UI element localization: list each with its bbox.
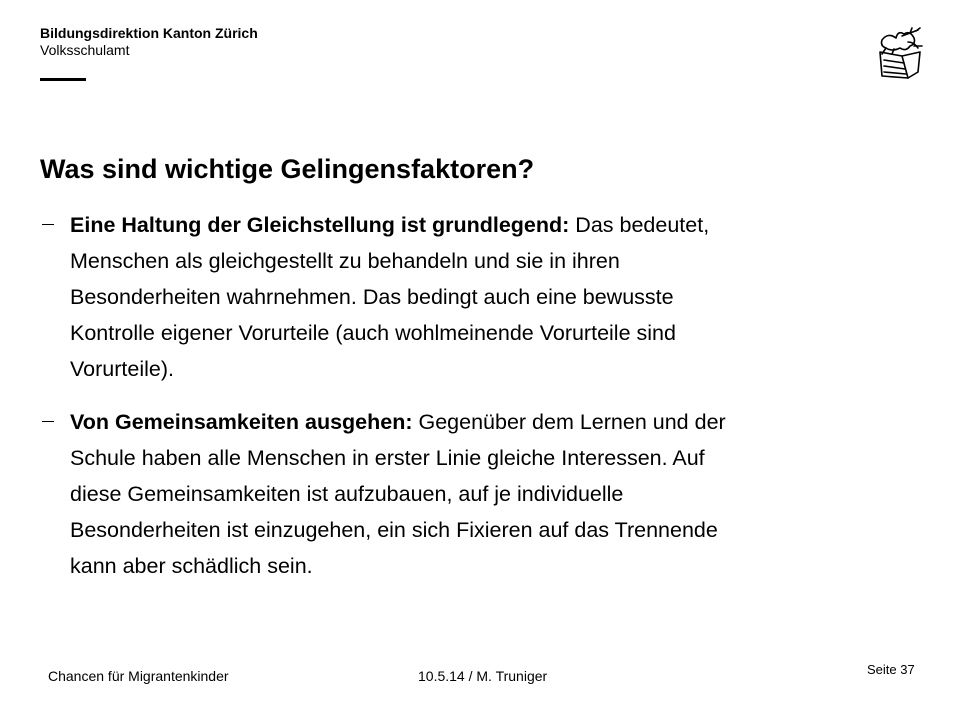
slide-title: Was sind wichtige Gelingensfaktoren? <box>40 154 535 184</box>
bullet-line: diese Gemeinsamkeiten ist aufzubauen, auf je individuelle <box>70 482 624 506</box>
footer-presentation-title: Chancen für Migrantenkinder <box>48 668 229 684</box>
page-number: Seite 37 <box>867 662 915 677</box>
organization-unit: Volksschulamt <box>40 42 130 58</box>
header-divider <box>40 78 86 81</box>
bullet-line: Schule haben alle Menschen in erster Linie gleiche Interessen. Auf <box>70 446 705 470</box>
bullet-text: Das bedeutet, <box>569 213 710 237</box>
footer-date-author: 10.5.14 / M. Truniger <box>418 668 548 684</box>
bullet-dash <box>42 224 54 225</box>
bullet-line: Menschen als gleichgestellt zu behandeln und sie in ihren <box>70 249 620 273</box>
bullet-line <box>70 207 709 243</box>
bullet-line: Vorurteile). <box>70 357 174 381</box>
bullet-lead: Von Gemeinsamkeiten ausgehen: <box>70 410 413 434</box>
bullet-lead: Eine Haltung der Gleichstellung ist grundlegend: <box>70 213 570 237</box>
organization-name: Bildungsdirektion Kanton Zürich <box>40 25 258 41</box>
bullet-line: Besonderheiten ist einzugehen, ein sich Fixieren auf das Trennende <box>70 518 718 542</box>
bullet-line <box>70 404 726 440</box>
zurich-lion-coat-of-arms-icon <box>872 26 928 82</box>
bullet-dash <box>42 421 54 422</box>
bullet-line: Kontrolle eigener Vorurteile (auch wohlmeinende Vorurteile sind <box>70 321 676 345</box>
bullet-text: Gegenüber dem Lernen und der <box>412 410 726 434</box>
bullet-line: Besonderheiten wahrnehmen. Das bedingt auch eine bewusste <box>70 285 674 309</box>
bullet-line: kann aber schädlich sein. <box>70 554 313 578</box>
